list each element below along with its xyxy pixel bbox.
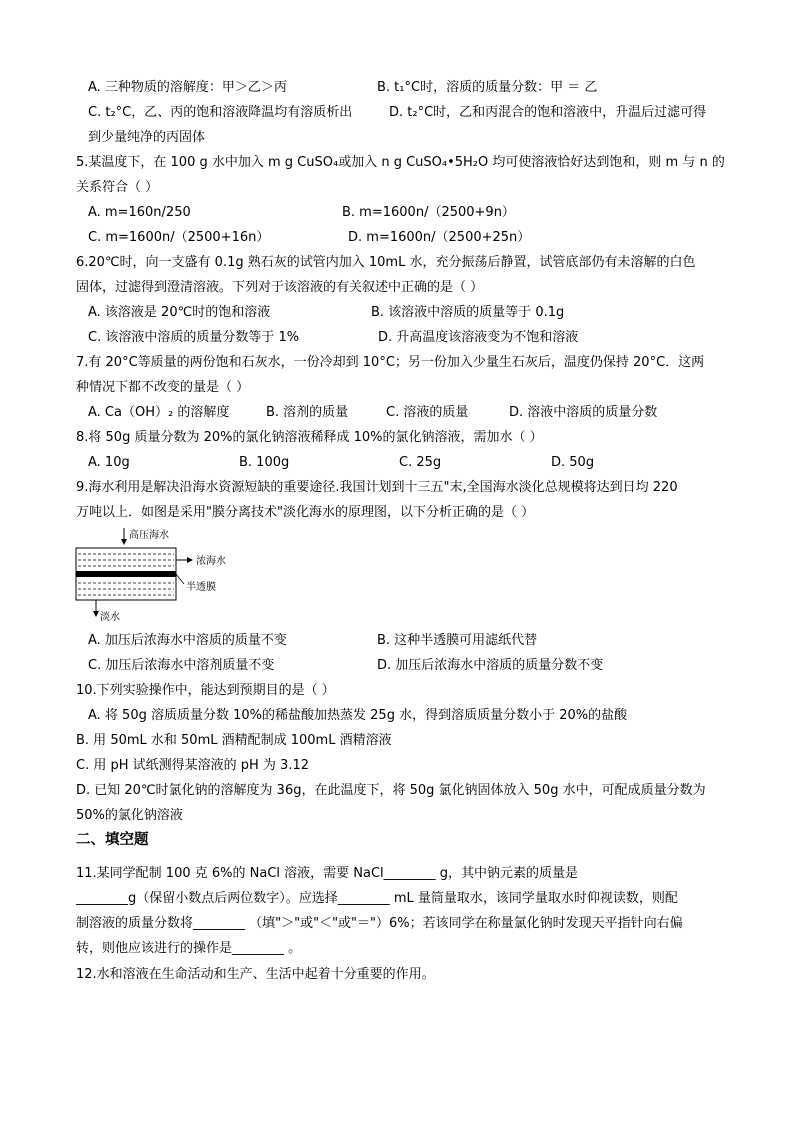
q7-option-b: B. 溶剂的质量 [266, 405, 349, 420]
q10-option-c: C. 用 pH 试纸测得某溶液的 pH 为 3.12 [76, 758, 310, 773]
q9-stem: 9.海水利用是解决沿海水资源短缺的重要途径.我国计划到十三五"末,全国海水淡化总规模将达到日均 220 [76, 480, 678, 495]
membrane-diagram [72, 526, 242, 628]
q12-stem: 12.水和溶液在生命活动和生产、生活中起着十分重要的作用。 [76, 967, 435, 982]
q8-option-b: B. 100g [239, 455, 290, 470]
q8-option-c: C. 25g [399, 455, 442, 470]
q9-stem-cont: 万吨以上．如图是采用"膜分离技术"淡化海水的原理图，以下分析正确的是（ ） [76, 505, 535, 520]
q7-stem: 7.有 20°C等质量的两份饱和石灰水，一份冷却到 10°C；另一份加入少量生石灰后，温度仍保持 20°C．这两 [76, 355, 705, 370]
q7-option-d: D. 溶液中溶质的质量分数 [509, 405, 658, 420]
label-freshwater: 淡水 [100, 612, 120, 623]
q10-option-a: A. 将 50g 溶质质量分数 10%的稀盐酸加热蒸发 25g 水，得到溶质质量分数小于 20%的盐酸 [88, 708, 628, 723]
q9-option-c: C. 加压后浓海水中溶剂质量不变 [88, 658, 275, 673]
q5-stem: 5.某温度下，在 100 g 水中加入 m g CuSO₄或加入 n g CuSO₄•5H₂O 均可使溶液恰好达到饱和，则 m 与 n 的 [76, 155, 725, 170]
q9-option-a: A. 加压后浓海水中溶质的质量不变 [88, 633, 287, 648]
q11-line-3: 制溶液的质量分数将________ （填"＞"或"＜"或"＝"）6%；若该同学在称量氯化钠时发现天平指针向右偏 [76, 916, 683, 931]
q5-option-d: D. m=1600n/（2500+25n） [348, 230, 531, 245]
label-concentrated-seawater: 浓海水 [196, 556, 226, 567]
q11-line-4: 转，则他应该进行的操作是________ 。 [76, 941, 302, 956]
q5-option-c: C. m=1600n/（2500+16n） [88, 230, 270, 245]
q8-option-a: A. 10g [88, 455, 130, 470]
q8-option-d: D. 50g [551, 455, 595, 470]
q5-option-a: A. m=160n/250 [88, 205, 191, 220]
q4-option-d: D. t₂°C时，乙和丙混合的饱和溶液中，升温后过滤可得 [389, 105, 707, 120]
q6-option-c: C. 该溶液中溶质的质量分数等于 1% [88, 330, 300, 345]
label-high-pressure-seawater: 高压海水 [129, 530, 169, 541]
q6-stem: 6.20℃时，向一支盛有 0.1g 熟石灰的试管内加入 10mL 水，充分振荡后静置，试管底部仍有未溶解的白色 [76, 255, 696, 270]
q10-option-d: D. 已知 20℃时氯化钠的溶解度为 36g，在此温度下，将 50g 氯化钠固体放入 50g 水中，可配成质量分数为 [76, 783, 706, 798]
section-title-fill-in: 二、填空题 [76, 832, 149, 848]
q7-stem-cont: 种情况下都不改变的量是（ ） [76, 380, 250, 395]
q4-option-c: C. t₂°C，乙、丙的饱和溶液降温均有溶质析出 [88, 105, 353, 120]
q7-option-a: A. Ca（OH）₂ 的溶解度 [88, 405, 230, 420]
q6-option-a: A. 该溶液是 20℃时的饱和溶液 [88, 305, 271, 320]
q4-option-a: A. 三种物质的溶解度：甲＞乙＞丙 [88, 80, 287, 95]
q6-option-b: B. 该溶液中溶质的质量等于 0.1g [371, 305, 565, 320]
label-semipermeable-membrane: 半透膜 [186, 582, 216, 593]
q5-option-b: B. m=1600n/（2500+9n） [342, 205, 515, 220]
q10-option-d-cont: 50%的氯化钠溶液 [76, 808, 183, 823]
q11-line-2: ________g（保留小数点后两位数字）。应选择________ mL 量筒量取水，该同学量取水时仰视读数，则配 [76, 891, 678, 906]
q4-option-b: B. t₁°C时，溶质的质量分数：甲 ＝ 乙 [377, 80, 598, 95]
q11-line-1: 11.某同学配制 100 克 6%的 NaCl 溶液，需要 NaCl________ g，其中钠元素的质量是 [76, 866, 579, 881]
q7-option-c: C. 溶液的质量 [386, 405, 469, 420]
q9-option-d: D. 加压后浓海水中溶质的质量分数不变 [377, 658, 604, 673]
q8-stem: 8.将 50g 质量分数为 20%的氯化钠溶液稀释成 10%的氯化钠溶液，需加水（ ） [76, 430, 543, 445]
q9-option-b: B. 这种半透膜可用滤纸代替 [377, 633, 538, 648]
q4-option-d-cont: 到少量纯净的丙固体 [88, 130, 206, 145]
semipermeable-membrane [76, 571, 176, 577]
membrane-pointer [176, 574, 184, 584]
q10-option-b: B. 用 50mL 水和 50mL 酒精配制成 100mL 酒精溶液 [76, 733, 392, 748]
q5-stem-cont: 关系符合（ ） [76, 180, 159, 195]
q6-option-d: D. 升高温度该溶液变为不饱和溶液 [378, 330, 579, 345]
q6-stem-cont: 固体，过滤得到澄清溶液。下列对于该溶液的有关叙述中正确的是（ ） [76, 280, 484, 295]
q10-stem: 10.下列实验操作中，能达到预期目的是（ ） [76, 683, 335, 698]
